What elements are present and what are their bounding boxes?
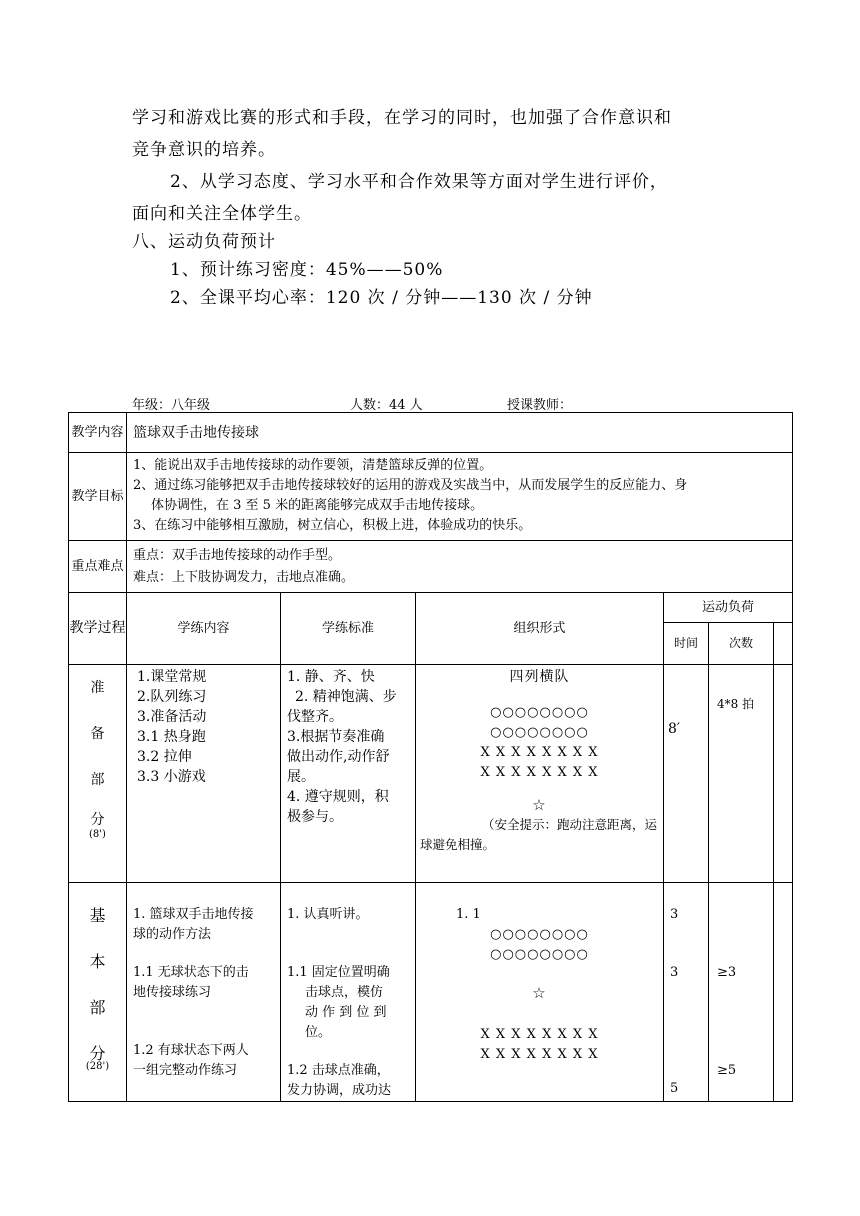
prep-char: 准	[90, 680, 105, 696]
basic-char: 本	[89, 952, 106, 971]
student-row: X X X X X X X X	[480, 1047, 599, 1062]
student-row: X X X X X X X X	[480, 1027, 599, 1042]
intro-line-4: 面向和关注全体学生。	[132, 204, 312, 224]
basic-item: 1. 篮球双手击地传接	[133, 907, 254, 922]
intro-line-1: 学习和游戏比赛的形式和手段，在学习的同时，也加强了合作意识和	[132, 108, 672, 128]
intro-line-3: 2、从学习态度、学习水平和合作效果等方面对学生进行评价，	[170, 172, 668, 192]
prep-item: 2.队列练习	[137, 689, 207, 705]
basic-time-value: 5	[670, 1081, 679, 1096]
key-points-row	[69, 541, 793, 593]
intro-line-2: 竞争意识的培养。	[132, 140, 276, 160]
prep-standard-line: 做出动作,动作舒	[287, 749, 390, 765]
basic-time	[664, 883, 709, 1102]
content-row	[69, 413, 793, 453]
header-row-1	[69, 593, 793, 623]
circle-row: ○○○○○○○○	[490, 705, 589, 720]
prep-standard-line: 3.根据节奏准确	[287, 729, 385, 745]
goal-item: 体协调性，在 3 至 5 米的距离能够完成双手击地传接球。	[151, 498, 484, 513]
process-header: 教学过程	[69, 593, 127, 665]
student-row: X X X X X X X X	[480, 745, 599, 760]
basic-standard-line: 1.2 击球点准确，	[287, 1063, 390, 1078]
prep-standard-line: 1. 静、齐、快	[287, 669, 375, 685]
basic-times	[709, 883, 774, 1102]
basic-empty-cell	[774, 883, 793, 1102]
basic-item: 地传接球练习	[133, 985, 212, 1000]
basic-standard-line: 1.1 固定位置明确	[287, 965, 390, 980]
basic-standard-line: 位。	[305, 1025, 332, 1040]
prep-time: 8′	[664, 665, 709, 883]
basic-row	[69, 883, 793, 1102]
basic-content	[127, 883, 281, 1102]
basic-time-value: 3	[670, 965, 679, 980]
basic-item: 1.1 无球状态下的击	[133, 965, 249, 980]
basic-item: 1.2 有球状态下两人	[133, 1043, 249, 1058]
prep-standard	[281, 665, 416, 883]
basic-time-value: 3	[670, 907, 679, 922]
teacher-star-icon: ☆	[532, 984, 547, 1002]
student-row: X X X X X X X X	[480, 765, 599, 780]
prep-item: 1.课堂常规	[137, 669, 207, 685]
prep-char: 分	[90, 812, 105, 828]
safety-note: 球避免相撞。	[420, 837, 496, 852]
difficulty-point: 难点：上下肢协调发力，击地点准确。	[133, 569, 355, 585]
practice-content-header: 学练内容	[127, 593, 281, 665]
basic-char: 分	[89, 1044, 106, 1063]
prep-item: 3.1 热身跑	[137, 729, 206, 745]
teacher-label: 授课教师：	[507, 398, 573, 413]
prep-item: 3.3 小游戏	[137, 769, 206, 785]
basic-char: 基	[89, 906, 106, 925]
formation-title: 四列横队	[509, 669, 570, 685]
practice-standard-header: 学练标准	[281, 593, 416, 665]
student-count: 人数：44 人	[350, 398, 423, 413]
times-header: 次数	[709, 623, 774, 665]
basic-standard	[281, 883, 416, 1102]
basic-label	[69, 883, 127, 1102]
prep-item: 3.准备活动	[137, 709, 207, 725]
basic-standard-line: 发力协调，成功达	[287, 1083, 392, 1098]
basic-organization	[416, 883, 664, 1102]
goal-item: 2、通过练习能够把双手击地传接球较好的运用的游戏及实战当中，从而发展学生的反应能力、身	[133, 478, 688, 493]
prep-row	[69, 665, 793, 883]
goals-cell	[127, 453, 793, 541]
prep-empty-cell	[774, 665, 793, 883]
prep-standard-line: 展。	[287, 769, 315, 785]
goals-row	[69, 453, 793, 541]
basic-char: 部	[89, 998, 106, 1017]
key-point: 重点：双手击地传接球的动作手型。	[133, 547, 342, 563]
empty-header-cell	[774, 623, 793, 665]
time-header: 时间	[664, 623, 709, 665]
section-heading: 八、运动负荷预计	[132, 232, 276, 252]
key-points-label: 重点难点	[69, 541, 127, 593]
goal-item: 3、在练习中能够相互激励，树立信心，积极上进，体验成功的快乐。	[133, 518, 532, 533]
prep-char: 部	[90, 772, 105, 788]
goal-item: 1、能说出双手击地传接球的动作要领，清楚篮球反弹的位置。	[133, 458, 493, 473]
prep-label	[69, 665, 127, 883]
lesson-content: 篮球双手击地传接球	[127, 413, 793, 453]
lesson-plan-table	[68, 412, 793, 1102]
goals-label: 教学目标	[69, 453, 127, 541]
key-points-cell	[127, 541, 793, 593]
grade-label: 年级：八年级	[132, 398, 211, 413]
prep-standard-line: 极参与。	[287, 809, 343, 825]
basic-standard-line: 击球点，模仿	[305, 985, 384, 1000]
basic-times-value: ≥5	[717, 1063, 737, 1078]
prep-char: 备	[90, 726, 105, 742]
basic-times-value: ≥3	[717, 965, 737, 980]
prep-content	[127, 665, 281, 883]
basic-item: 一组完整动作练习	[133, 1063, 238, 1078]
safety-note: （安全提示：跑动注意距离，运	[481, 817, 657, 832]
density-line: 1、预计练习密度：45%——50%	[170, 260, 444, 280]
formation-label: 1. 1	[456, 907, 481, 922]
prep-standard-line: 2. 精神饱满、步	[295, 689, 397, 705]
load-header: 运动负荷	[664, 593, 793, 623]
circle-row: ○○○○○○○○	[490, 947, 589, 962]
prep-organization	[416, 665, 664, 883]
prep-standard-line: 4. 遵守规则，积	[287, 789, 389, 805]
prep-standard-line: 伐整齐。	[287, 709, 343, 725]
content-label: 教学内容	[69, 413, 127, 453]
basic-standard-line: 动 作 到 位 到	[305, 1005, 387, 1020]
circle-row: ○○○○○○○○	[490, 927, 589, 942]
heart-rate-line: 2、全课平均心率：120 次 / 分钟——130 次 / 分钟	[170, 288, 593, 308]
teacher-star-icon: ☆	[532, 796, 547, 814]
organization-header: 组织形式	[416, 593, 664, 665]
basic-duration: (28')	[85, 1061, 110, 1072]
basic-item: 球的动作方法	[133, 927, 212, 942]
prep-duration: (8')	[89, 829, 106, 840]
prep-item: 3.2 拉伸	[137, 749, 192, 765]
prep-times: 4*8 拍	[709, 665, 774, 883]
basic-standard-line: 1. 认真听讲。	[287, 907, 369, 922]
circle-row: ○○○○○○○○	[490, 725, 589, 740]
